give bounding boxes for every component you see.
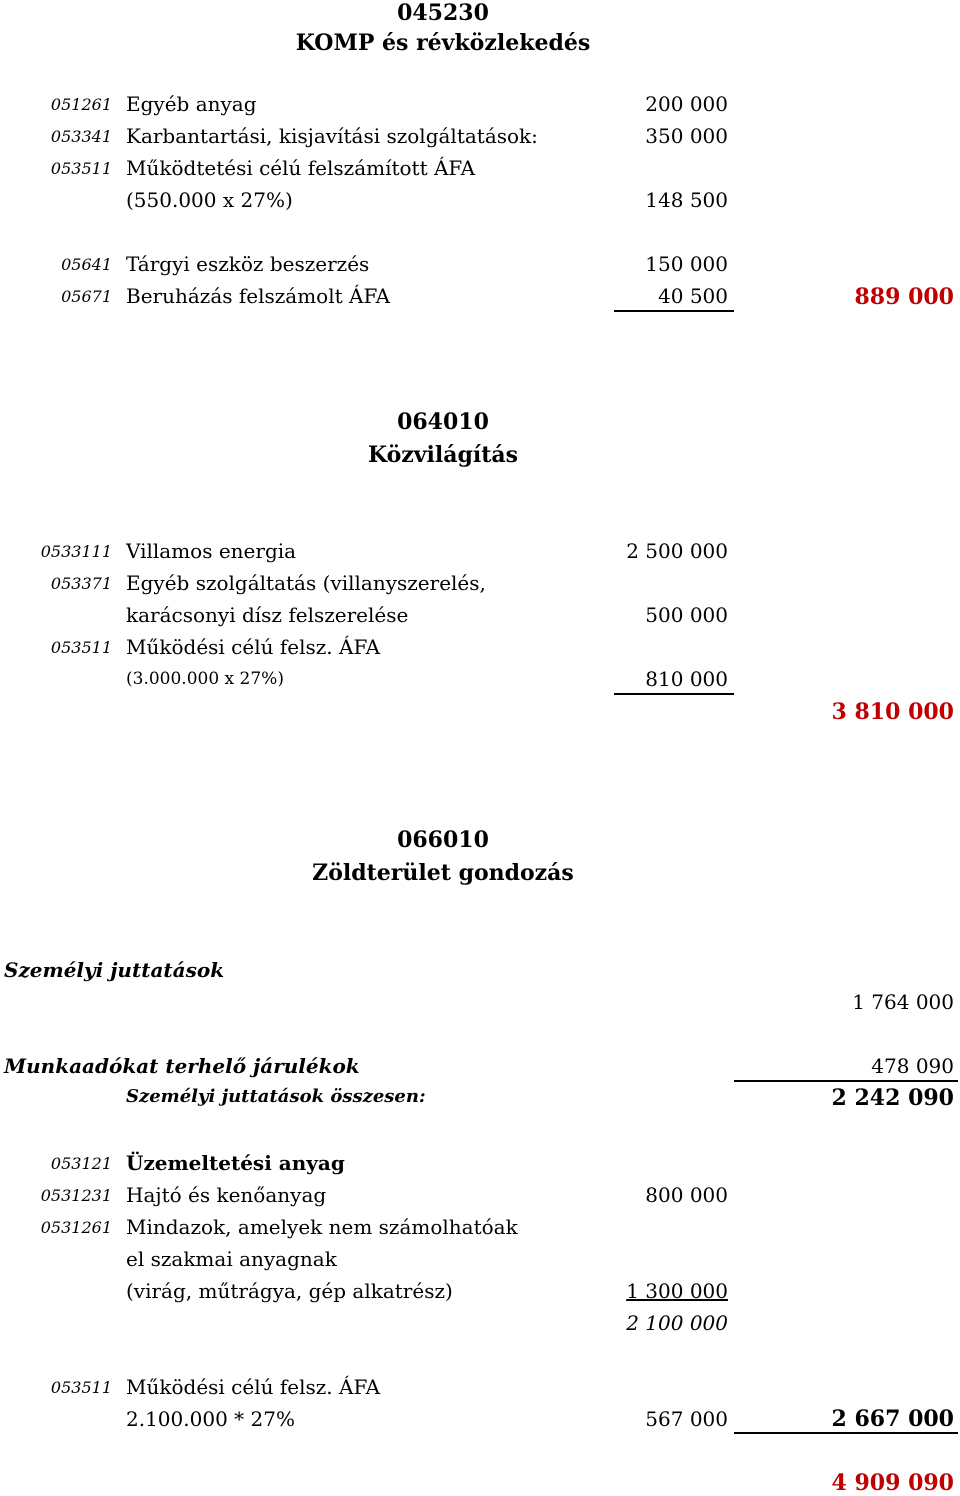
section-code: 064010 — [397, 409, 489, 435]
contrib-label: Munkaadókat terhelő járulékok — [4, 1054, 360, 1078]
item-amount: 350 000 — [645, 124, 728, 148]
item-description: (550.000 x 27%) — [126, 188, 293, 212]
section-title: KOMP és révközlekedés — [295, 30, 591, 56]
account-code: 053371 — [50, 574, 112, 593]
item-amount: 148 500 — [645, 188, 728, 212]
item-amount: 567 000 — [645, 1407, 728, 1431]
section-title: Közvilágítás — [367, 442, 519, 468]
section-code: 066010 — [397, 827, 489, 853]
item-amount: 500 000 — [645, 603, 728, 627]
personal-label: Személyi juttatások — [4, 958, 225, 982]
account-code: 053511 — [50, 638, 112, 657]
account-code: 053511 — [50, 159, 112, 178]
item-description: (virág, műtrágya, gép alkatrész) — [126, 1279, 453, 1303]
vat-calculation: 2.100.000 * 27% — [126, 1407, 295, 1431]
item-description: el szakmai anyagnak — [126, 1247, 337, 1271]
sum-rule — [734, 1080, 958, 1082]
account-code: 053511 — [50, 1378, 112, 1397]
section-total: 2 667 000 — [831, 1406, 954, 1432]
sum-rule — [614, 310, 734, 312]
item-description: Üzemeltetési anyag — [126, 1151, 345, 1175]
item-amount: 1 300 000 — [626, 1279, 728, 1303]
item-amount: 200 000 — [645, 92, 728, 116]
account-code: 051261 — [50, 95, 112, 114]
account-code: 0531261 — [40, 1218, 112, 1237]
personal-amount: 1 764 000 — [852, 990, 954, 1014]
account-code: 0531231 — [40, 1186, 112, 1205]
sum-rule — [614, 693, 734, 695]
section-total: 889 000 — [854, 284, 954, 310]
account-code: 053121 — [50, 1154, 112, 1173]
item-description: Működési célú felsz. ÁFA — [126, 1375, 381, 1399]
item-description: Tárgyi eszköz beszerzés — [126, 252, 370, 276]
item-description: karácsonyi dísz felszerelése — [126, 603, 409, 627]
item-amount: 2 500 000 — [626, 539, 728, 563]
grand-total: 4 909 090 — [831, 1470, 954, 1496]
item-amount: 150 000 — [645, 252, 728, 276]
subtotal: 2 100 000 — [626, 1311, 728, 1335]
item-amount: 40 500 — [658, 284, 728, 308]
item-description: (3.000.000 x 27%) — [126, 669, 284, 689]
sum-rule — [734, 1432, 958, 1434]
item-description: Működési célú felsz. ÁFA — [126, 635, 381, 659]
item-description: Mindazok, amelyek nem számolhatóak — [126, 1215, 518, 1239]
personal-total-label: Személyi juttatások összesen: — [126, 1086, 426, 1107]
personal-total: 2 242 090 — [831, 1085, 954, 1111]
account-code: 0533111 — [40, 542, 112, 561]
account-code: 05671 — [61, 287, 112, 306]
item-description: Hajtó és kenőanyag — [126, 1183, 327, 1207]
item-description: Egyéb szolgáltatás (villanyszerelés, — [126, 571, 486, 595]
account-code: 05641 — [61, 255, 112, 274]
section-title: Zöldterület gondozás — [312, 860, 574, 886]
item-description: Működtetési célú felszámított ÁFA — [126, 156, 476, 180]
item-description: Beruházás felszámolt ÁFA — [126, 284, 391, 308]
item-description: Villamos energia — [126, 539, 297, 563]
section-code: 045230 — [397, 0, 489, 26]
item-amount: 800 000 — [645, 1183, 728, 1207]
contrib-amount: 478 090 — [871, 1054, 954, 1078]
section-total: 3 810 000 — [831, 699, 954, 725]
item-description: Egyéb anyag — [126, 92, 257, 116]
account-code: 053341 — [50, 127, 112, 146]
item-description: Karbantartási, kisjavítási szolgáltatások: — [126, 124, 538, 148]
item-amount: 810 000 — [645, 667, 728, 691]
